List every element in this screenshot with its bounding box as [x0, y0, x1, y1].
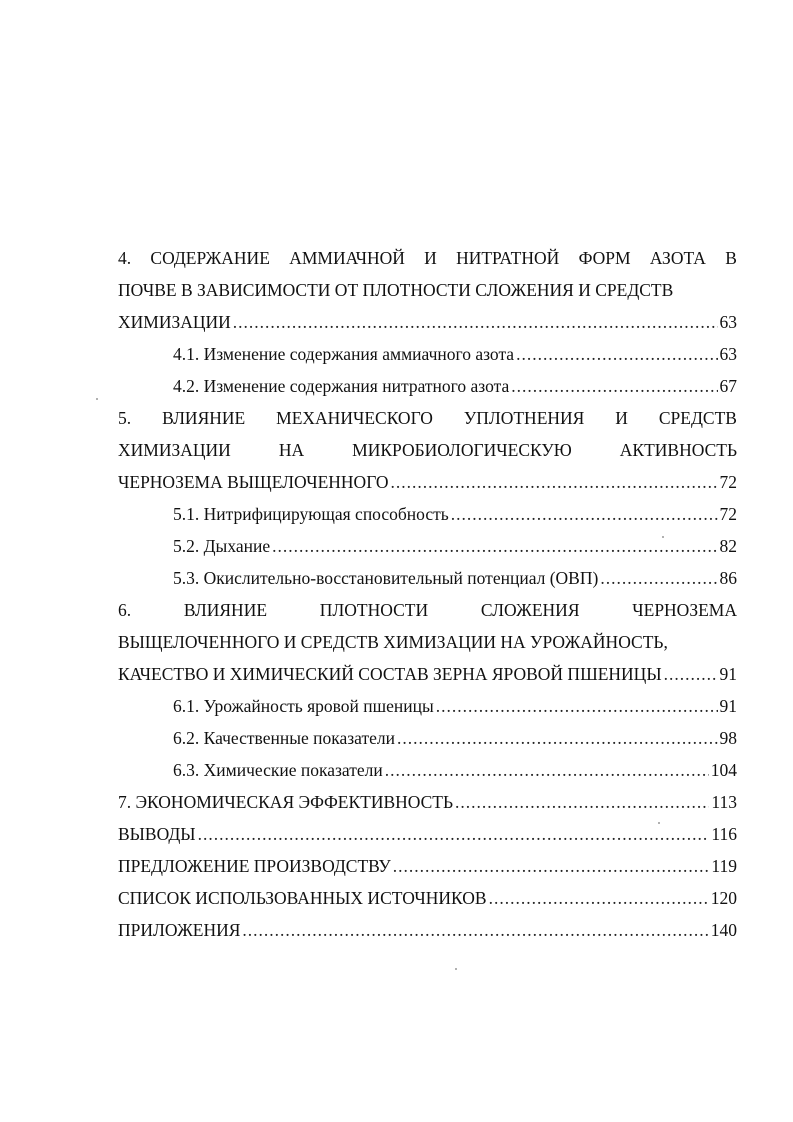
toc-entry-ch4[interactable] — [118, 306, 737, 338]
toc-word: В — [725, 248, 737, 268]
dot-leader — [664, 658, 718, 690]
toc-word: АММИАЧНОЙ — [289, 248, 405, 268]
toc-entry-conclusions[interactable] — [118, 818, 737, 850]
dot-leader — [516, 338, 717, 370]
dot-leader — [436, 690, 718, 722]
toc-entry-6-2[interactable] — [118, 722, 737, 754]
dot-leader — [391, 466, 718, 498]
dot-leader — [489, 882, 709, 914]
toc-entry-title: 4.2. Изменение содержания нитратного азота — [173, 376, 510, 396]
toc-word: СОДЕРЖАНИЕ — [150, 248, 270, 268]
toc-entry-ch7[interactable] — [118, 786, 737, 818]
toc-entry-title: 7. ЭКОНОМИЧЕСКАЯ ЭФФЕКТИВНОСТЬ — [118, 792, 454, 812]
toc-word: СРЕДСТВ — [658, 408, 737, 428]
toc-word: УПЛОТНЕНИЯ — [463, 408, 585, 428]
toc-entry-5-3[interactable] — [118, 562, 737, 594]
toc-page-number: 63 — [719, 344, 737, 364]
toc-page-number: 72 — [719, 504, 737, 524]
toc-entry-title: 5.2. Дыхание — [173, 536, 271, 556]
toc-entry-title: 5.1. Нитрифицирующая способность — [173, 504, 449, 524]
dot-leader — [385, 754, 709, 786]
toc-page-number: 119 — [711, 856, 737, 876]
toc-word: 5. — [118, 408, 132, 428]
dot-leader — [397, 722, 718, 754]
toc-entry-4-1[interactable] — [118, 338, 737, 370]
dot-leader — [600, 562, 717, 594]
toc-page-number: 72 — [719, 472, 737, 492]
toc-entry-6-3[interactable] — [118, 754, 737, 786]
toc-entry-title: ВЫВОДЫ — [118, 824, 196, 844]
table-of-contents — [118, 242, 737, 946]
toc-entry-title: 4.1. Изменение содержания аммиачного азота — [173, 344, 515, 364]
toc-page-number: 140 — [710, 920, 737, 940]
toc-ch5-line2 — [118, 434, 737, 466]
toc-page-number: 116 — [711, 824, 737, 844]
toc-word: ЧЕРНОЗЕМА — [632, 600, 737, 620]
toc-word: АЗОТА — [649, 248, 706, 268]
toc-entry-title: ЧЕРНОЗЕМА ВЫЩЕЛОЧЕННОГО — [118, 472, 389, 492]
toc-ch5-line1 — [118, 402, 737, 434]
toc-entry-5-1[interactable] — [118, 498, 737, 530]
toc-entry-ch5[interactable] — [118, 466, 737, 498]
dot-leader — [393, 850, 710, 882]
toc-word: ХИМИЗАЦИИ — [118, 440, 231, 460]
toc-page-number: 120 — [710, 888, 737, 908]
toc-entry-references[interactable] — [118, 882, 737, 914]
dot-leader — [451, 498, 718, 530]
toc-ch6-line1 — [118, 594, 737, 626]
toc-word: ПЛОТНОСТИ — [319, 600, 429, 620]
toc-word: 4. — [118, 248, 132, 268]
toc-page-number: 104 — [710, 760, 737, 780]
toc-word: НИТРАТНОЙ — [456, 248, 560, 268]
toc-entry-title: ПРИЛОЖЕНИЯ — [118, 920, 241, 940]
toc-entry-title: ХИМИЗАЦИИ — [118, 312, 231, 332]
toc-page-number: 86 — [719, 568, 737, 588]
toc-page-number: 82 — [719, 536, 737, 556]
toc-word: МИКРОБИОЛОГИЧЕСКУЮ — [352, 440, 572, 460]
toc-page-number: 63 — [719, 312, 737, 332]
dot-leader — [242, 914, 708, 946]
toc-word: СЛОЖЕНИЯ — [480, 600, 580, 620]
toc-ch4-line2: ПОЧВЕ В ЗАВИСИМОСТИ ОТ ПЛОТНОСТИ СЛОЖЕНИЯ И СРЕДСТВ — [118, 280, 674, 300]
toc-entry-6-1[interactable] — [118, 690, 737, 722]
toc-word: 6. — [118, 600, 132, 620]
scan-speck — [455, 968, 457, 970]
dot-leader — [233, 306, 718, 338]
toc-word: НА — [278, 440, 305, 460]
toc-page-number: 113 — [711, 792, 737, 812]
dot-leader — [272, 530, 717, 562]
toc-word: ФОРМ — [578, 248, 631, 268]
scan-speck — [96, 398, 98, 400]
dot-leader — [198, 818, 710, 850]
toc-entry-5-2[interactable] — [118, 530, 737, 562]
toc-page-number: 91 — [719, 664, 737, 684]
dot-leader — [455, 786, 709, 818]
toc-word: ВЛИЯНИЕ — [183, 600, 268, 620]
toc-entry-title: КАЧЕСТВО И ХИМИЧЕСКИЙ СОСТАВ ЗЕРНА ЯРОВОЙ ПШЕНИЦЫ — [118, 664, 662, 684]
toc-entry-title: 6.3. Химические показатели — [173, 760, 383, 780]
toc-page-number: 67 — [719, 376, 737, 396]
toc-entry-proposals[interactable] — [118, 850, 737, 882]
toc-entry-appendices[interactable] — [118, 914, 737, 946]
toc-word: МЕХАНИЧЕСКОГО — [276, 408, 433, 428]
toc-entry-title: СПИСОК ИСПОЛЬЗОВАННЫХ ИСТОЧНИКОВ — [118, 888, 487, 908]
toc-word: АКТИВНОСТЬ — [619, 440, 737, 460]
toc-word: И — [615, 408, 628, 428]
toc-page-number: 98 — [719, 728, 737, 748]
toc-entry-4-2[interactable] — [118, 370, 737, 402]
toc-entry-title: ПРЕДЛОЖЕНИЕ ПРОИЗВОДСТВУ — [118, 856, 391, 876]
toc-word: ВЛИЯНИЕ — [162, 408, 246, 428]
toc-ch4-line1 — [118, 242, 737, 274]
toc-entry-title: 6.2. Качественные показатели — [173, 728, 395, 748]
toc-entry-title: 5.3. Окислительно-восстановительный потенциал (ОВП) — [173, 568, 599, 588]
toc-ch6-line2: ВЫЩЕЛОЧЕННОГО И СРЕДСТВ ХИМИЗАЦИИ НА УРОЖАЙНОСТЬ, — [118, 632, 668, 652]
toc-entry-ch6[interactable] — [118, 658, 737, 690]
toc-entry-title: 6.1. Урожайность яровой пшеницы — [173, 696, 434, 716]
toc-page-number: 91 — [719, 696, 737, 716]
dot-leader — [511, 370, 717, 402]
toc-word: И — [424, 248, 437, 268]
